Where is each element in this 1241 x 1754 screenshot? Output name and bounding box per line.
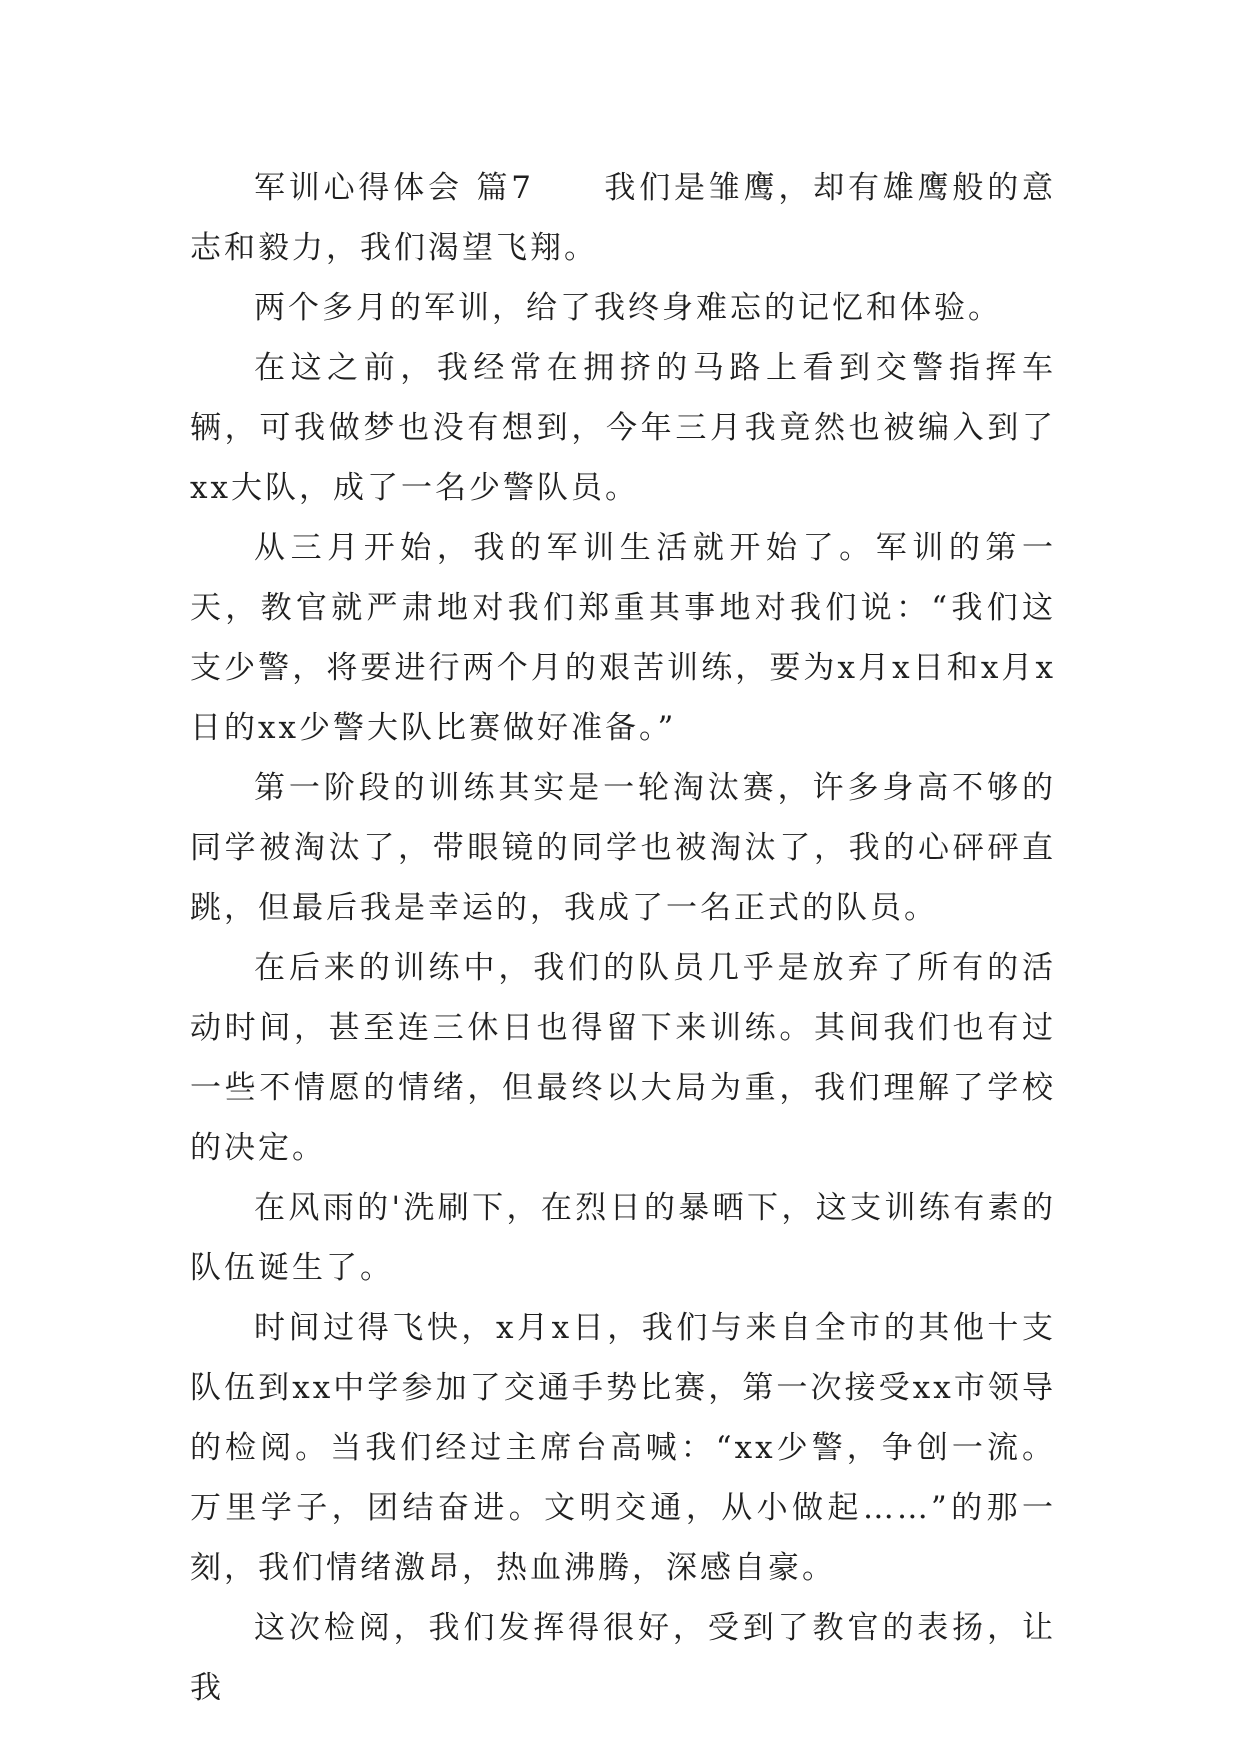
paragraph-1: 军训心得体会 篇7 我们是雏鹰，却有雄鹰般的意志和毅力，我们渴望飞翔。 xyxy=(190,170,1056,266)
paragraph-3: 在这之前，我经常在拥挤的马路上看到交警指挥车辆，可我做梦也没有想到，今年三月我竟然也被编入到了xx大队，成了一名少警队员。 xyxy=(190,350,1056,506)
article-body xyxy=(190,158,1056,1718)
paragraph-8: 时间过得飞快，x月x日，我们与来自全市的其他十支队伍到xx中学参加了交通手势比赛，第一次接受xx市领导的检阅。当我们经过主席台高喊：“xx少警，争创一流。万里学子，团结奋进。文明交通，从小做起……”的那一刻，我们情绪激昂，热血沸腾，深感自豪。 xyxy=(190,1310,1056,1586)
paragraph-4: 从三月开始，我的军训生活就开始了。军训的第一天，教官就严肃地对我们郑重其事地对我们说：“我们这支少警，将要进行两个月的艰苦训练，要为x月x日和x月x日的xx少警大队比赛做好准备。” xyxy=(190,530,1056,746)
paragraph-6: 在后来的训练中，我们的队员几乎是放弃了所有的活动时间，甚至连三休日也得留下来训练。其间我们也有过一些不情愿的情绪，但最终以大局为重，我们理解了学校的决定。 xyxy=(190,950,1056,1166)
paragraph-2: 两个多月的军训，给了我终身难忘的记忆和体验。 xyxy=(254,290,1002,326)
paragraph-5: 第一阶段的训练其实是一轮淘汰赛，许多身高不够的同学被淘汰了，带眼镜的同学也被淘汰了，我的心砰砰直跳，但最后我是幸运的，我成了一名正式的队员。 xyxy=(190,770,1056,926)
paragraph-7: 在风雨的'洗刷下，在烈日的暴晒下，这支训练有素的队伍诞生了。 xyxy=(190,1190,1056,1286)
paragraph-9: 这次检阅，我们发挥得很好，受到了教官的表扬，让我 xyxy=(190,1610,1056,1706)
